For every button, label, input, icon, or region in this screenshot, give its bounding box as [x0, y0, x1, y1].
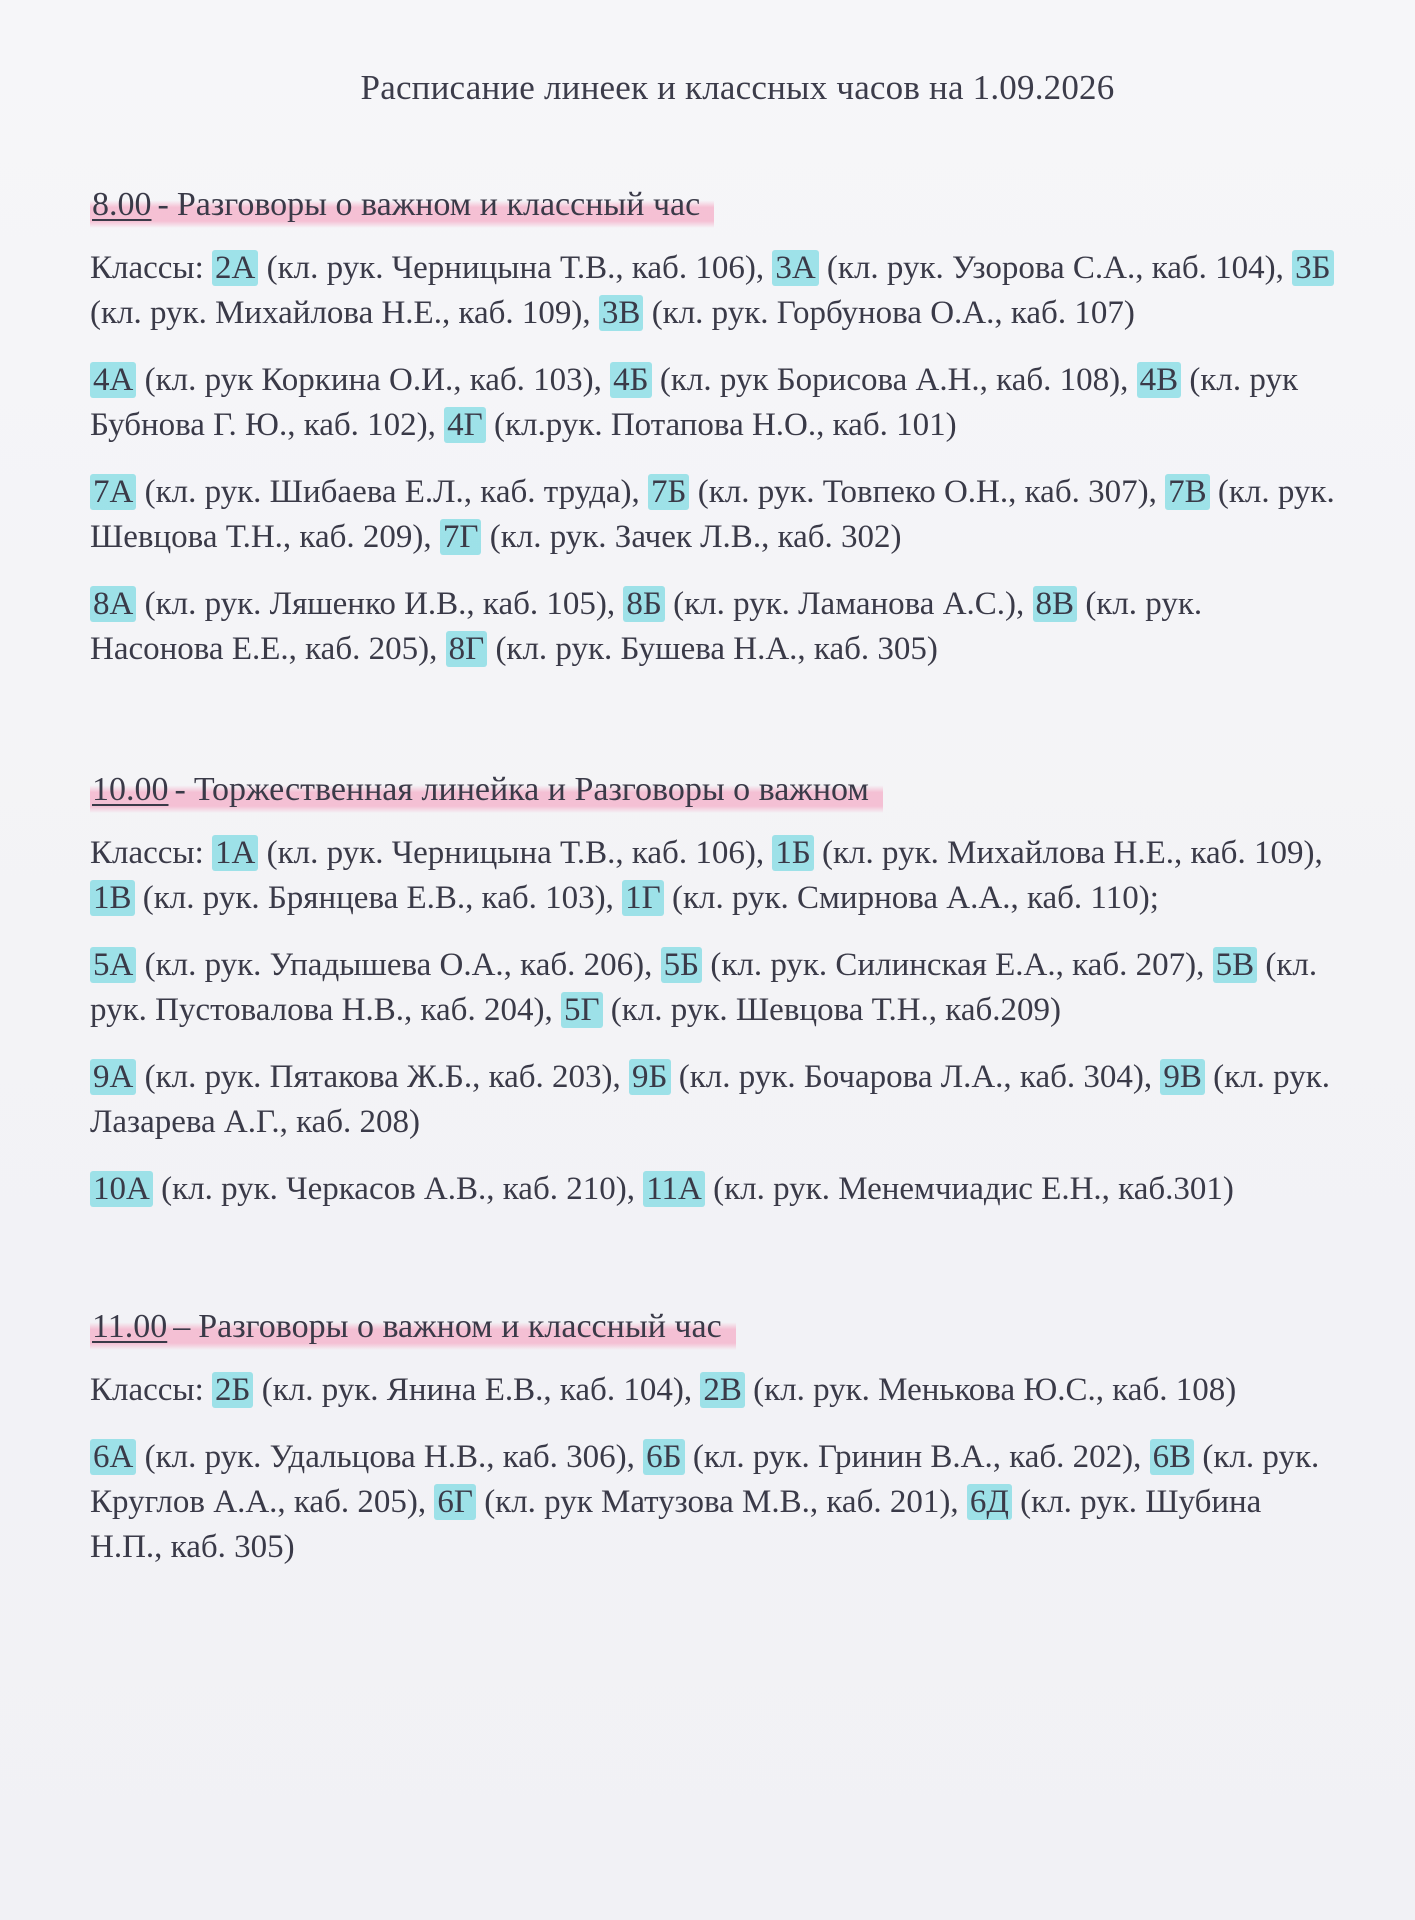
class-info-text: (кл. рук. Пустовалова Н.В., каб. 204), [90, 947, 1318, 1028]
class-label: 4А [90, 362, 136, 398]
class-label: 7А [90, 474, 136, 510]
class-label: 7В [1165, 474, 1210, 510]
class-label: 5А [90, 947, 136, 983]
class-info-text: (кл. рук Борисова А.Н., каб. 108), [651, 362, 1137, 398]
class-label: 6В [1150, 1439, 1195, 1475]
section-1100 [90, 1304, 1345, 1570]
class-label: 9Б [629, 1059, 670, 1095]
class-info-text: (кл. рук. Упадышева О.А., каб. 206), [136, 947, 661, 983]
class-label: 6Д [967, 1484, 1012, 1520]
class-label: 8В [1033, 586, 1078, 622]
class-info-text: (кл. рук. Пятакова Ж.Б., каб. 203), [136, 1059, 630, 1095]
class-label: 1Б [772, 835, 813, 871]
section-heading: Разговоры о важном и классный час [198, 1308, 722, 1345]
section-separator: - [157, 186, 169, 223]
section-separator: - [174, 771, 186, 808]
class-info-text: (кл. рук. Менемчиадис Е.Н., каб.301) [704, 1171, 1234, 1207]
class-info-text: (кл. рук. Черницына Т.В., каб. 106), [258, 250, 773, 286]
class-group-paragraph [90, 358, 1345, 448]
class-info-text: (кл. рук. Товпеко О.Н., каб. 307), [689, 474, 1166, 510]
section-body [90, 1368, 1345, 1570]
class-info-text: (кл. рук. Удальцова Н.В., каб. 306), [136, 1439, 644, 1475]
class-info-text: (кл. рук. Шевцова Т.Н., каб. 209), [90, 474, 1335, 555]
class-label: 1В [90, 880, 135, 916]
class-info-text: (кл. рук. Янина Е.В., каб. 104), [253, 1372, 701, 1408]
class-info-text: Классы: [90, 1372, 213, 1408]
class-info-text: (кл. рук. Шевцова Т.Н., каб.209) [602, 992, 1062, 1028]
section-heading: Торжественная линейка и Разговоры о важном [193, 771, 869, 808]
document-title: Расписание линеек и классных часов на 1.09.2026 [360, 68, 1115, 107]
class-group-paragraph [90, 1368, 1345, 1413]
class-label: 9А [90, 1059, 136, 1095]
class-label: 1Г [622, 880, 664, 916]
class-label: 11А [643, 1171, 705, 1207]
class-info-text: (кл. рук. Узорова С.А., каб. 104), [818, 250, 1293, 286]
class-label: 5В [1213, 947, 1258, 983]
section-body [90, 831, 1345, 1212]
class-label: 4В [1137, 362, 1182, 398]
class-info-text: Классы: [90, 250, 213, 286]
section-separator: – [173, 1308, 191, 1345]
section-time: 10.00 [92, 771, 169, 808]
section-1000 [90, 767, 1345, 1212]
class-info-text: (кл. рук Коркина О.И., каб. 103), [136, 362, 611, 398]
class-label: 3Б [1292, 250, 1333, 286]
section-header [90, 767, 883, 813]
class-info-text: (кл. рук. Гринин В.А., каб. 202), [684, 1439, 1150, 1475]
class-group-paragraph [90, 582, 1345, 672]
class-group-paragraph [90, 470, 1345, 560]
class-info-text: (кл. рук. Михайлова Н.Е., каб. 109), [90, 295, 599, 331]
section-time: 8.00 [92, 186, 152, 223]
class-info-text: (кл. рук. Шибаева Е.Л., каб. труда), [136, 474, 649, 510]
class-info-text: Классы: [90, 835, 213, 871]
section-header [90, 1304, 736, 1350]
class-group-paragraph [90, 1435, 1345, 1570]
class-label: 8Г [446, 631, 488, 667]
class-label: 2Б [212, 1372, 253, 1408]
class-info-text: (кл. рук. Лазарева А.Г., каб. 208) [90, 1059, 1331, 1140]
class-label: 9В [1160, 1059, 1205, 1095]
class-label: 5Б [661, 947, 702, 983]
class-info-text: (кл. рук. Брянцева Е.В., каб. 103), [134, 880, 623, 916]
class-label: 6Г [434, 1484, 476, 1520]
class-group-paragraph [90, 831, 1345, 921]
class-info-text: (кл.рук. Потапова Н.О., каб. 101) [485, 407, 957, 443]
class-label: 4Г [444, 407, 486, 443]
class-info-text: (кл. рук. Бушева Н.А., каб. 305) [487, 631, 938, 667]
class-label: 2В [700, 1372, 745, 1408]
class-info-text: (кл. рук Бубнова Г. Ю., каб. 102), [90, 362, 1298, 443]
class-info-text: (кл. рук. Ламанова А.С.), [664, 586, 1033, 622]
class-info-text: (кл. рук. Шубина Н.П., каб. 305) [90, 1484, 1262, 1565]
section-header [90, 182, 714, 228]
class-info-text: (кл. рук. Ляшенко И.В., каб. 105), [136, 586, 624, 622]
class-label: 10А [90, 1171, 153, 1207]
class-info-text: (кл. рук. Черницына Т.В., каб. 106), [258, 835, 773, 871]
class-info-text: (кл. рук. Силинская Е.А., каб. 207), [702, 947, 1213, 983]
section-0800 [90, 182, 1345, 672]
class-info-text: (кл. рук. Михайлова Н.Е., каб. 109), [813, 835, 1323, 871]
section-body [90, 246, 1345, 672]
class-label: 6Б [643, 1439, 684, 1475]
class-group-paragraph [90, 1055, 1345, 1145]
class-group-paragraph [90, 246, 1345, 336]
class-info-text: (кл. рук. Горбунова О.А., каб. 107) [643, 295, 1135, 331]
class-label: 7Г [440, 519, 482, 555]
class-info-text: (кл. рук. Круглов А.А., каб. 205), [90, 1439, 1320, 1520]
class-label: 8Б [623, 586, 664, 622]
class-label: 1А [212, 835, 258, 871]
class-label: 6А [90, 1439, 136, 1475]
class-info-text: (кл. рук. Зачек Л.В., каб. 302) [481, 519, 902, 555]
class-group-paragraph [90, 1167, 1345, 1212]
class-info-text: (кл. рук. Черкасов А.В., каб. 210), [152, 1171, 644, 1207]
class-info-text: (кл. рук Матузова М.В., каб. 201), [475, 1484, 967, 1520]
class-info-text: (кл. рук. Бочарова Л.А., каб. 304), [670, 1059, 1161, 1095]
class-info-text: (кл. рук. Насонова Е.Е., каб. 205), [90, 586, 1203, 667]
class-label: 7Б [648, 474, 689, 510]
class-info-text: (кл. рук. Менькова Ю.С., каб. 108) [744, 1372, 1237, 1408]
class-label: 2А [212, 250, 258, 286]
class-info-text: (кл. рук. Смирнова А.А., каб. 110); [663, 880, 1159, 916]
class-group-paragraph [90, 943, 1345, 1033]
class-label: 3А [772, 250, 818, 286]
class-label: 4Б [610, 362, 651, 398]
section-time: 11.00 [92, 1308, 168, 1345]
section-heading: Разговоры о важном и классный час [176, 186, 701, 223]
class-label: 3В [599, 295, 644, 331]
class-label: 8А [90, 586, 136, 622]
class-label: 5Г [561, 992, 603, 1028]
